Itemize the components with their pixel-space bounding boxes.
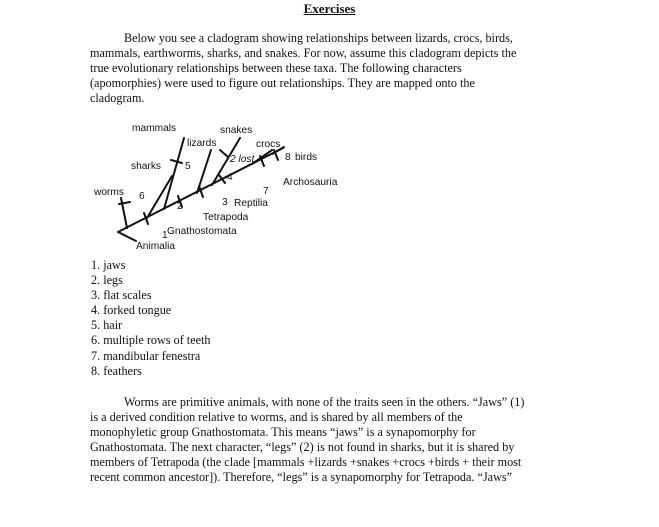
taxon-snakes: snakes	[220, 125, 253, 136]
tick-6	[119, 202, 130, 204]
trait-item: 5. hair	[91, 318, 123, 333]
clade-tetrapoda: Tetrapoda	[203, 212, 249, 223]
explanation-line: Worms are primitive animals, with none of the traits seen in the others. “Jaws” (1)	[124, 395, 525, 409]
explanation-line: recent common ancestor]). Therefore, “legs” is a synapomorphy for Tetrapoda. “Jaws”	[90, 470, 513, 484]
trait-list	[91, 258, 210, 379]
clade-archosauria: Archosauria	[283, 177, 338, 188]
cladogram-root	[118, 232, 136, 241]
trait-item: 6. multiple rows of teeth	[91, 333, 211, 348]
marker-7: 7	[263, 186, 269, 197]
page-title: Exercises	[303, 1, 356, 16]
marker-6: 6	[139, 191, 145, 202]
taxon-sharks: sharks	[131, 161, 162, 172]
marker-8: 8	[285, 152, 291, 163]
tick-2-lost	[220, 150, 228, 157]
marker-2-lost: 2 lost	[230, 154, 255, 165]
clade-animalia: Animalia	[136, 241, 176, 252]
explanation-paragraph	[90, 395, 570, 485]
trait-item: 3. flat scales	[91, 288, 152, 303]
explanation-line: members of Tetrapoda (the clade [mammals +lizards +snakes +crocs +birds + their most	[90, 455, 522, 469]
branch-mammals	[164, 138, 184, 209]
taxon-mammals: mammals	[132, 123, 177, 134]
intro-line: Below you see a cladogram showing relationships between lizards, crocs, birds,	[124, 31, 513, 45]
trait-item: 7. mandibular fenestra	[91, 348, 201, 363]
taxon-crocs: crocs	[256, 139, 281, 150]
taxon-birds: birds	[295, 152, 318, 163]
clade-reptilia: Reptilia	[234, 198, 268, 209]
intro-line: (apomorphies) were used to figure out relationships. They are mapped onto the	[90, 76, 475, 90]
explanation-line: Gnathostomata. The next character, “legs” (2) is not found in sharks, but it is shared by	[90, 440, 515, 454]
explanation-line: is a derived condition relative to worms, and is shared by all members of the	[90, 410, 463, 424]
taxon-worms: worms	[94, 187, 124, 198]
marker-2: 2	[177, 201, 183, 212]
explanation-line: monophyletic group Gnathostomata. This means “jaws” is a synapomorphy for	[90, 425, 476, 439]
trait-item: 8. feathers	[91, 363, 142, 378]
marker-3: 3	[222, 197, 228, 208]
trait-item: 1. jaws	[91, 258, 126, 272]
clade-gnathostomata: Gnathostomata	[167, 226, 237, 237]
marker-1: 1	[162, 230, 168, 241]
intro-line: cladogram.	[90, 91, 145, 105]
trait-item: 2. legs	[91, 273, 123, 288]
taxon-lizards: lizards	[187, 138, 217, 149]
intro-line: mammals, earthworms, sharks, and snakes. For now, assume this cladogram depicts the	[90, 46, 517, 60]
marker-4: 4	[227, 172, 233, 183]
intro-line: true evolutionary relationships between these taxa. The following characters	[90, 61, 462, 75]
trait-item: 4. forked tongue	[91, 303, 172, 318]
marker-5: 5	[185, 161, 191, 172]
